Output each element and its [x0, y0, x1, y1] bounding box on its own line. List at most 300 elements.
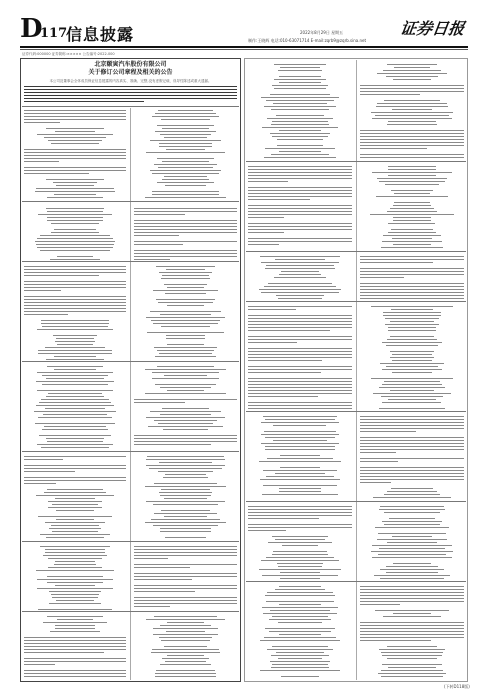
- text-line: [376, 196, 447, 197]
- text-line: [167, 390, 204, 391]
- text-line: [377, 539, 448, 540]
- text-line: [387, 658, 436, 659]
- text-line: [157, 350, 213, 351]
- text-line: [248, 211, 352, 212]
- text-line: [161, 640, 211, 641]
- text-line: [24, 483, 56, 484]
- text-line: [155, 384, 216, 385]
- text-line: [24, 167, 126, 168]
- text-line: [380, 569, 444, 570]
- text-line: [360, 94, 420, 95]
- text-line: [360, 271, 464, 272]
- text-line: [248, 408, 352, 409]
- text-line: [248, 527, 352, 528]
- text-line: [373, 497, 452, 498]
- text-line: [37, 588, 113, 589]
- text-line: [42, 375, 108, 376]
- text-line: [360, 85, 464, 86]
- text-line: [279, 151, 320, 152]
- text-line: [145, 393, 226, 394]
- text-line: [278, 298, 323, 299]
- text-line: [375, 527, 449, 528]
- text-line: [385, 324, 438, 325]
- text-line: [268, 542, 332, 543]
- text-line: [373, 393, 452, 394]
- text-line: [371, 112, 453, 113]
- text-line: [134, 235, 179, 236]
- text-line: [384, 100, 440, 101]
- text-line: [379, 387, 445, 388]
- text-line: [47, 582, 103, 583]
- announcement-headline: [20, 61, 241, 77]
- text-line: [45, 552, 105, 553]
- text-line: [160, 134, 211, 135]
- text-line: [134, 208, 237, 209]
- text-line: [279, 274, 321, 275]
- text-line: [134, 256, 237, 257]
- text-line: [134, 576, 237, 577]
- text-line: [39, 435, 111, 436]
- text-line: [146, 417, 224, 418]
- text-line: [161, 326, 209, 327]
- text-line: [134, 573, 237, 574]
- text-line: [388, 232, 436, 233]
- text-line: [248, 390, 352, 391]
- text-line: [47, 366, 102, 367]
- text-line: [134, 211, 237, 212]
- text-line: [360, 449, 464, 450]
- text-line: [388, 223, 435, 224]
- text-line: [388, 399, 436, 400]
- text-line: [360, 473, 464, 474]
- text-line: [39, 402, 111, 403]
- text-line: [159, 462, 213, 463]
- text-line: [360, 422, 464, 423]
- text-line: [388, 330, 436, 331]
- text-line: [53, 335, 96, 336]
- page-letter: D: [20, 14, 43, 44]
- text-line: [360, 416, 464, 417]
- text-line: [360, 133, 464, 134]
- text-line: [386, 76, 437, 77]
- text-line: [264, 157, 336, 158]
- masthead-rule: [20, 46, 468, 48]
- text-line: [274, 64, 327, 65]
- text-line: [46, 208, 104, 209]
- text-line: [46, 438, 105, 439]
- text-line: [393, 244, 431, 245]
- text-line: [134, 229, 237, 230]
- text-line: [24, 646, 126, 647]
- text-line: [151, 519, 220, 520]
- text-line: [134, 444, 211, 445]
- text-line: [274, 88, 325, 89]
- text-line: [271, 154, 329, 155]
- text-line: [261, 443, 338, 444]
- text-line: [259, 289, 341, 290]
- text-line: [248, 187, 352, 188]
- text-line: [24, 86, 237, 87]
- issue-date: 2022年8月29日 星期五: [300, 30, 344, 35]
- text-line: [160, 414, 210, 415]
- text-line: [54, 194, 95, 195]
- text-line: [148, 426, 223, 427]
- text-line: [24, 281, 126, 282]
- text-line: [44, 492, 105, 493]
- text-line: [24, 119, 126, 120]
- text-line: [360, 586, 464, 587]
- text-line: [24, 308, 126, 309]
- text-line: [48, 567, 101, 568]
- text-line: [165, 661, 207, 662]
- text-line: [360, 628, 464, 629]
- text-line: [360, 268, 464, 269]
- text-line: [48, 507, 102, 508]
- text-line: [165, 474, 205, 475]
- text-line: [167, 655, 204, 656]
- text-line: [153, 628, 218, 629]
- text-line: [386, 566, 439, 567]
- text-line: [36, 405, 114, 406]
- text-line: [360, 298, 464, 299]
- text-line: [390, 390, 433, 391]
- text-line: [383, 312, 441, 313]
- text-line: [248, 330, 330, 331]
- text-line: [41, 399, 109, 400]
- text-line: [160, 387, 211, 388]
- text-line: [159, 492, 211, 493]
- text-line: [261, 262, 339, 263]
- text-line: [248, 226, 352, 227]
- text-line: [360, 286, 464, 287]
- text-line: [157, 366, 215, 367]
- text-line: [264, 286, 336, 287]
- text-line: [134, 250, 237, 251]
- text-line: [41, 447, 110, 448]
- text-line: [162, 161, 209, 162]
- text-line: [360, 130, 464, 131]
- text-line: [56, 185, 94, 186]
- text-line: [390, 351, 435, 352]
- text-line: [248, 396, 318, 397]
- text-line: [360, 476, 464, 477]
- text-line: [24, 122, 60, 123]
- text-line: [248, 223, 352, 224]
- text-line: [271, 667, 329, 668]
- text-line: [155, 356, 216, 357]
- text-line: [281, 676, 319, 677]
- text-line: [272, 664, 328, 665]
- text-line: [248, 169, 352, 170]
- text-line: [248, 381, 352, 382]
- text-line: [155, 113, 217, 114]
- text-line: [360, 431, 416, 432]
- text-line: [44, 426, 105, 427]
- text-line: [167, 305, 203, 306]
- text-line: [248, 199, 310, 200]
- text-line: [248, 506, 352, 507]
- text-line: [280, 572, 320, 573]
- text-line: [40, 235, 111, 236]
- text-line: [134, 588, 237, 589]
- section-divider: [22, 451, 239, 452]
- text-line: [24, 161, 59, 162]
- text-line: [48, 558, 101, 559]
- text-line: [271, 124, 329, 125]
- text-line: [387, 124, 438, 125]
- text-line: [266, 476, 333, 477]
- text-line: [360, 142, 464, 143]
- text-line: [47, 197, 103, 198]
- text-line: [43, 414, 108, 415]
- company-name: 北京颐寅汽车股份有限公司: [94, 61, 167, 68]
- text-line: [159, 637, 212, 638]
- text-line: [360, 157, 464, 158]
- text-line: [248, 208, 352, 209]
- text-line: [156, 266, 215, 267]
- text-line: [152, 378, 219, 379]
- text-line: [260, 640, 340, 641]
- text-line: [267, 649, 333, 650]
- text-line: [24, 269, 126, 270]
- text-line: [160, 531, 212, 532]
- text-line: [360, 256, 464, 257]
- text-line: [54, 564, 96, 565]
- text-line: [248, 351, 352, 352]
- text-line: [383, 315, 440, 316]
- text-line: [24, 649, 126, 650]
- text-line: [55, 561, 95, 562]
- text-line: [260, 479, 339, 480]
- text-line: [155, 131, 216, 132]
- text-line: [360, 292, 464, 293]
- text-line: [41, 320, 109, 321]
- text-line: [152, 194, 218, 195]
- text-line: [35, 191, 115, 192]
- text-line: [40, 546, 110, 547]
- text-line: [47, 576, 103, 577]
- text-line: [248, 378, 352, 379]
- text-line: [46, 378, 105, 379]
- text-line: [248, 518, 319, 519]
- text-line: [153, 323, 219, 324]
- text-line: [391, 309, 433, 310]
- text-line: [134, 399, 237, 400]
- text-line: [262, 494, 338, 495]
- text-line: [24, 287, 126, 288]
- text-line: [134, 232, 237, 233]
- text-line: [56, 338, 93, 339]
- text-line: [278, 622, 323, 623]
- text-line: [381, 396, 442, 397]
- text-line: [381, 676, 443, 677]
- text-line: [277, 145, 323, 146]
- text-line: [276, 295, 323, 296]
- text-line: [260, 670, 341, 671]
- text-line: [387, 339, 436, 340]
- text-line: [51, 143, 100, 144]
- text-line: [265, 437, 335, 438]
- text-line: [35, 423, 115, 424]
- text-line: [55, 585, 95, 586]
- text-line: [24, 299, 126, 300]
- board-statement: 本公司及董事会全体成员保证信息披露的内容真实、准确、完整,没有虚假记载、误导性陈述或重大遗漏。: [49, 79, 212, 83]
- text-line: [36, 495, 113, 496]
- text-line: [166, 338, 205, 339]
- text-line: [248, 217, 284, 218]
- text-line: [54, 356, 96, 357]
- text-line: [154, 616, 216, 617]
- text-line: [134, 220, 237, 221]
- text-line: [153, 525, 217, 526]
- text-line: [49, 528, 101, 529]
- text-line: [360, 148, 427, 149]
- text-line: [248, 306, 352, 307]
- text-line: [146, 459, 226, 460]
- text-line: [153, 504, 218, 505]
- text-line: [50, 631, 100, 632]
- text-line: [149, 468, 222, 469]
- text-line: [157, 125, 214, 126]
- text-line: [134, 555, 237, 556]
- text-line: [388, 175, 436, 176]
- text-line: [165, 537, 207, 538]
- text-line: [267, 118, 332, 119]
- text-line: [24, 459, 63, 460]
- text-line: [265, 446, 335, 447]
- text-line: [159, 353, 213, 354]
- text-line: [272, 136, 328, 137]
- text-line: [360, 470, 464, 471]
- text-line: [270, 610, 330, 611]
- text-line: [134, 438, 237, 439]
- text-line: [162, 128, 209, 129]
- text-line: [164, 498, 207, 499]
- text-line: [40, 534, 109, 535]
- text-line: [24, 158, 126, 159]
- text-line: [164, 516, 206, 517]
- text-line: [160, 528, 212, 529]
- text-line: [360, 452, 396, 453]
- text-line: [47, 441, 103, 442]
- text-line: [392, 372, 432, 373]
- text-line: [24, 643, 126, 644]
- contact-line: 制作:王晓辉 电话:010-63071714 E-mail:zqrb9@zqrb.sina.net: [248, 38, 367, 43]
- text-line: [261, 422, 338, 423]
- text-line: [150, 311, 220, 312]
- text-line: [37, 238, 112, 239]
- text-line: [274, 79, 326, 80]
- text-line: [52, 531, 98, 532]
- text-line: [47, 211, 103, 212]
- text-line: [24, 468, 126, 469]
- text-line: [161, 278, 211, 279]
- text-line: [24, 170, 126, 171]
- text-line: [46, 179, 104, 180]
- text-line: [146, 152, 225, 153]
- text-line: [370, 214, 453, 215]
- text-line: [164, 176, 206, 177]
- text-line: [360, 262, 433, 263]
- text-line: [377, 178, 447, 179]
- text-line: [280, 67, 320, 68]
- text-line: [388, 667, 436, 668]
- text-line: [275, 473, 324, 474]
- text-line: [271, 655, 328, 656]
- text-line: [392, 238, 433, 239]
- text-line: [154, 420, 218, 421]
- text-line: [37, 329, 113, 330]
- text-line: [158, 302, 213, 303]
- text-line: [259, 569, 341, 570]
- text-line: [391, 229, 433, 230]
- text-line: [388, 166, 436, 167]
- text-line: [360, 259, 464, 260]
- announcement-title: 关于修订公司章程及相关的公告: [88, 69, 173, 76]
- text-line: [248, 190, 352, 191]
- text-line: [392, 360, 433, 361]
- text-line: [154, 513, 217, 514]
- brand-logo-text: 证券日报: [398, 19, 466, 38]
- text-line: [150, 411, 220, 412]
- text-line: [383, 235, 442, 236]
- text-line: [55, 131, 94, 132]
- text-line: [274, 277, 326, 278]
- text-line: [248, 321, 352, 322]
- text-line: [152, 173, 218, 174]
- text-line: [360, 437, 464, 438]
- text-line: [38, 350, 112, 351]
- text-line: [391, 488, 433, 489]
- text-line: [40, 250, 110, 251]
- text-line: [265, 148, 335, 149]
- text-line: [152, 191, 220, 192]
- text-line: [388, 169, 436, 170]
- text-line: [36, 381, 113, 382]
- text-line: [381, 247, 444, 248]
- text-line: [263, 613, 337, 614]
- text-line: [393, 613, 431, 614]
- text-line: [24, 116, 126, 117]
- text-line: [57, 619, 93, 620]
- text-line: [248, 393, 352, 394]
- text-line: [47, 220, 103, 221]
- text-line: [37, 247, 112, 248]
- text-line: [280, 467, 319, 468]
- text-line: [248, 327, 352, 328]
- text-line: [147, 332, 224, 333]
- text-line: [134, 244, 183, 245]
- text-line: [269, 631, 330, 632]
- text-line: [371, 551, 453, 552]
- text-line: [394, 67, 430, 68]
- text-line: [165, 293, 205, 294]
- text-line: [248, 530, 286, 531]
- text-line: [38, 417, 112, 418]
- text-line: [390, 321, 433, 322]
- text-line: [276, 652, 324, 653]
- section-title: 信息披露: [66, 25, 135, 44]
- text-line: [24, 152, 126, 153]
- text-line: [36, 570, 114, 571]
- text-line: [382, 655, 441, 656]
- text-line: [269, 619, 332, 620]
- text-line: [386, 366, 438, 367]
- text-line: [360, 446, 464, 447]
- text-line: [24, 305, 126, 306]
- text-line: [134, 606, 170, 607]
- text-line: [134, 603, 237, 604]
